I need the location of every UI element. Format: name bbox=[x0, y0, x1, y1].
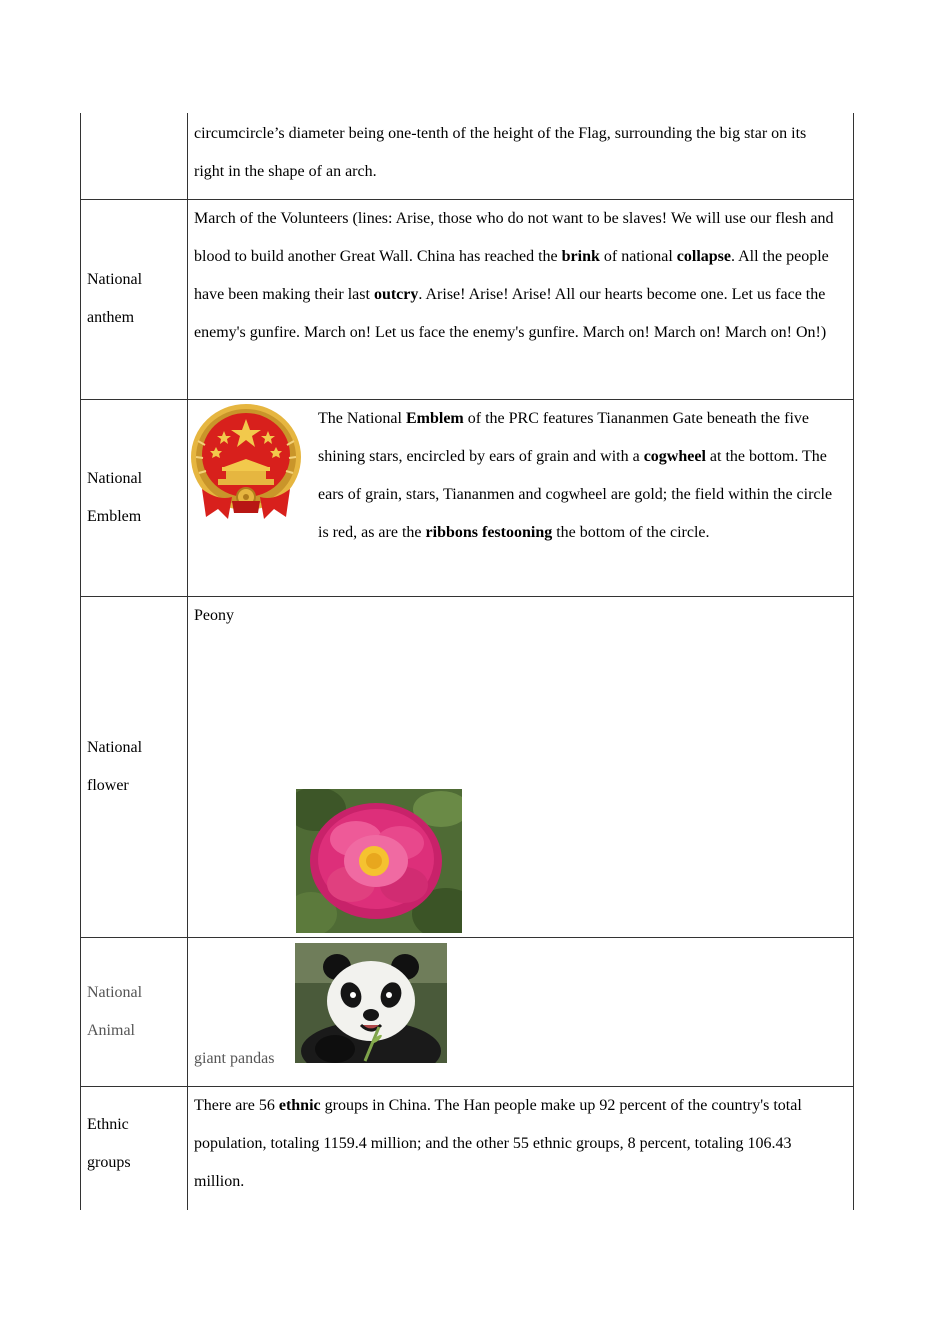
anthem-bold-collapse: collapse bbox=[676, 247, 731, 265]
table-row-flag bbox=[81, 113, 854, 199]
animal-label-line1: National bbox=[87, 983, 143, 1001]
row-content-flower bbox=[188, 596, 854, 937]
national-symbols-table bbox=[80, 113, 854, 1210]
ethnic-text-part: There are 56 bbox=[194, 1096, 279, 1114]
row-content-emblem bbox=[188, 399, 854, 596]
anthem-label-line1: National bbox=[87, 271, 143, 288]
row-content-flag bbox=[188, 113, 854, 199]
flag-text-line1: circumcircle’s diameter being one-tenth of the height of the Flag, surrounding the big star on its bbox=[194, 125, 807, 142]
anthem-text-part: of national bbox=[599, 247, 677, 265]
table-row-flower bbox=[81, 596, 854, 937]
row-label-ethnic bbox=[81, 1086, 188, 1210]
peony-image bbox=[296, 789, 462, 933]
emblem-label-line2: Emblem bbox=[87, 507, 142, 525]
emblem-bold-cogwheel: cogwheel bbox=[643, 447, 706, 465]
row-content-animal bbox=[188, 937, 854, 1086]
flag-text-line2: right in the shape of an arch. bbox=[194, 163, 377, 180]
table-row-emblem bbox=[81, 399, 854, 596]
emblem-label-line1: National bbox=[87, 469, 143, 487]
ethnic-bold-ethnic: ethnic bbox=[278, 1096, 321, 1114]
giant-panda-image bbox=[295, 943, 447, 1063]
ethnic-text bbox=[194, 1087, 845, 1201]
anthem-text-part: March of the Volunteers (lines: Arise, those who do not want to be slaves! We will use our flesh and blood to build another Great Wall. China has reached the bbox=[194, 209, 834, 265]
ethnic-label-line1: Ethnic bbox=[87, 1115, 129, 1133]
anthem-text bbox=[194, 200, 845, 352]
table-row-anthem bbox=[81, 199, 854, 399]
row-label-flag bbox=[81, 113, 188, 199]
anthem-label-line2: anthem bbox=[87, 309, 135, 326]
row-content-ethnic bbox=[188, 1086, 854, 1210]
flower-label-line1: National bbox=[87, 738, 143, 756]
emblem-text-part: The National bbox=[318, 409, 406, 427]
anthem-bold-brink: brink bbox=[561, 247, 600, 265]
national-emblem-image bbox=[188, 401, 304, 525]
table-row-animal bbox=[81, 937, 854, 1086]
row-label-anthem bbox=[81, 199, 188, 399]
emblem-bold-emblem: Emblem bbox=[405, 409, 464, 427]
ethnic-text-part: groups in China. The Han people make up 92 percent of the country's total population, totaling 1159.4 million; and the other 55 ethnic groups, 8 percent, totaling 106.43 million. bbox=[194, 1096, 802, 1190]
anthem-text-part: . All the people have been making their last bbox=[194, 247, 829, 303]
emblem-text bbox=[304, 400, 845, 552]
emblem-text-part: at the bottom. The ears of grain, stars, Tiananmen and cogwheel are gold; the field within the circle is red, as are the bbox=[318, 447, 833, 541]
animal-name: giant pandas bbox=[194, 1049, 275, 1067]
anthem-text-part: . Arise! Arise! Arise! All our hearts become one. Let us face the enemy's gunfire. March on! Let us face the enemy's gunfire. March on! March on! March on! On!) bbox=[194, 285, 827, 341]
emblem-text-part: of the PRC features Tiananmen Gate beneath the five shining stars, encircled by ears of grain and with a bbox=[318, 409, 809, 465]
flower-label-line2: flower bbox=[87, 776, 129, 794]
ethnic-label-line2: groups bbox=[87, 1153, 131, 1171]
row-label-flower bbox=[81, 596, 188, 937]
emblem-text-part: the bottom of the circle. bbox=[552, 523, 710, 541]
row-content-anthem bbox=[188, 199, 854, 399]
row-label-emblem bbox=[81, 399, 188, 596]
flower-name: Peony bbox=[194, 606, 234, 624]
anthem-bold-outcry: outcry bbox=[373, 285, 419, 303]
emblem-bold-ribbons: ribbons festooning bbox=[425, 523, 553, 541]
table-row-ethnic bbox=[81, 1086, 854, 1210]
animal-label-line2: Animal bbox=[87, 1021, 135, 1039]
row-label-animal bbox=[81, 937, 188, 1086]
